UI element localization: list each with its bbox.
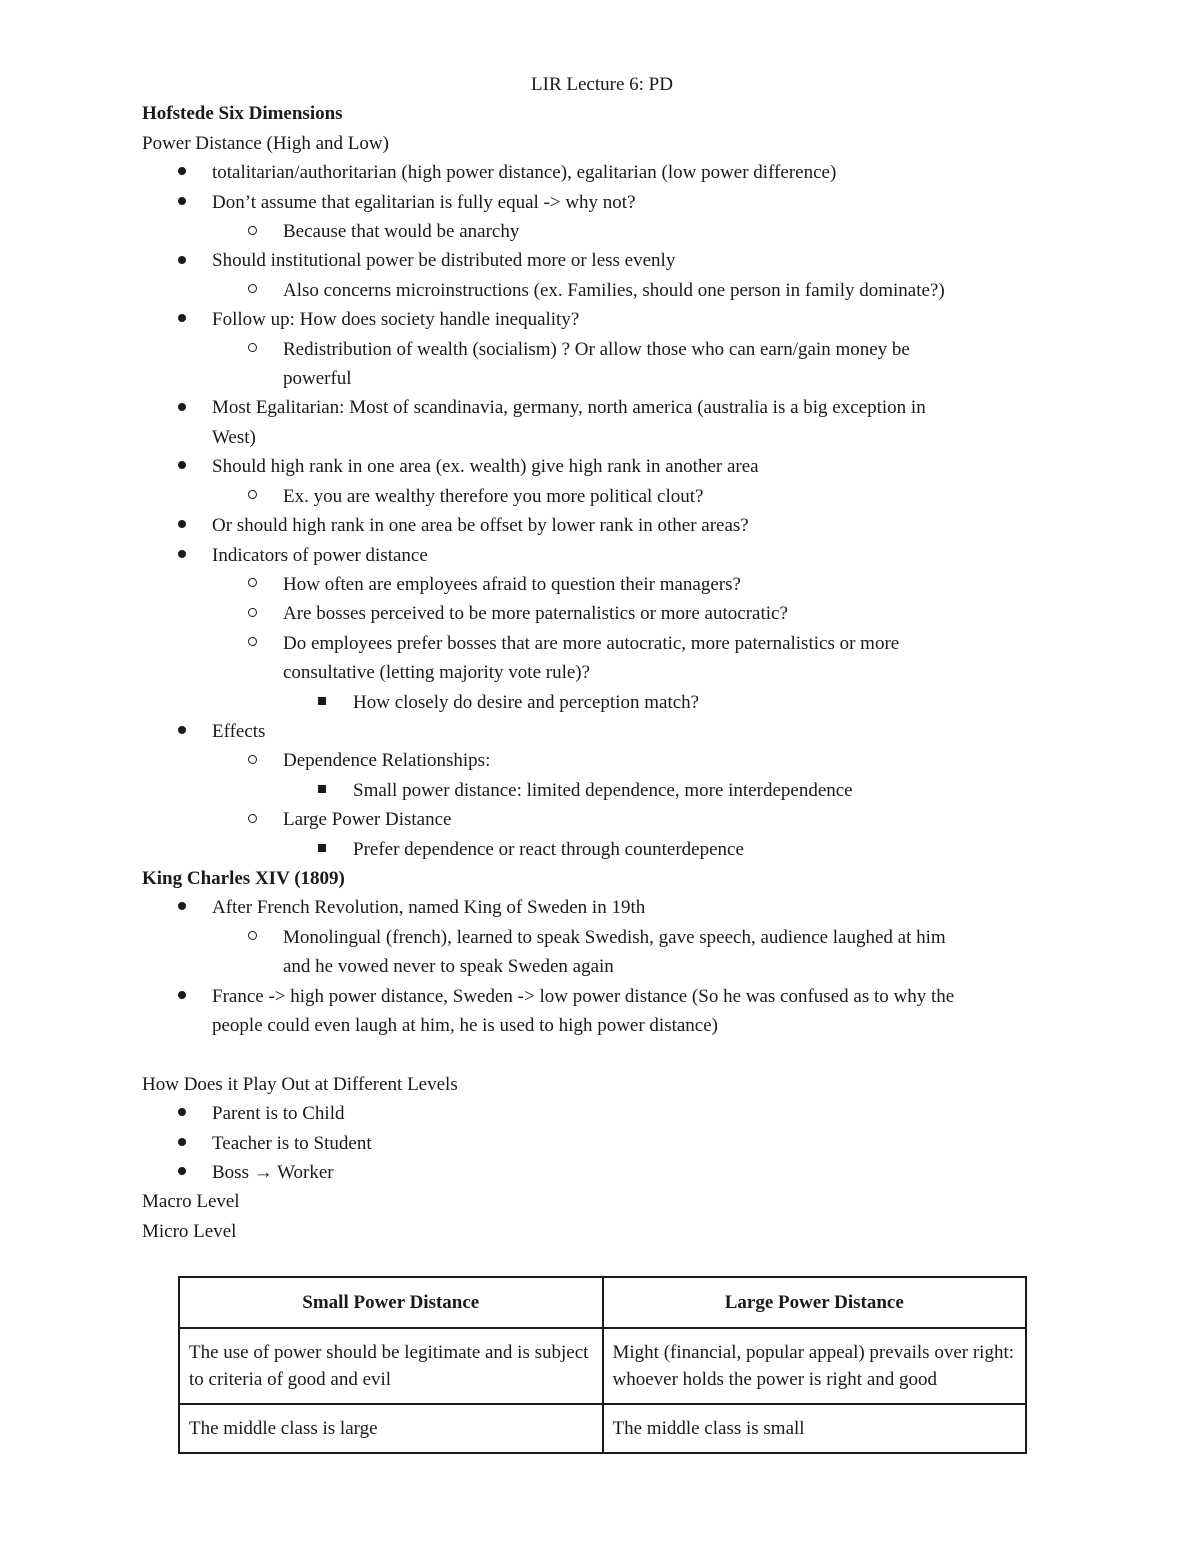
table-cell: The middle class is large <box>179 1404 603 1453</box>
king-charles-list <box>142 893 1062 1040</box>
table-header-large-pd: Large Power Distance <box>603 1277 1027 1328</box>
table-header-small-pd: Small Power Distance <box>179 1277 603 1328</box>
list-item: Monolingual (french), learned to speak Swedish, gave speech, audience laughed at him <box>142 923 1062 952</box>
filled-dot-bullet-icon <box>178 1099 186 1128</box>
section-heading-king-charles: King Charles XIV (1809) <box>142 867 345 889</box>
list-item: Should high rank in one area (ex. wealth) give high rank in another area <box>142 452 1062 481</box>
table-row <box>179 1328 1026 1404</box>
filled-dot-bullet-icon <box>178 511 186 540</box>
list-item: Prefer dependence or react through counterdepence <box>142 835 1062 864</box>
filled-dot-bullet-icon <box>178 393 186 422</box>
list-item-continuation: and he vowed never to speak Sweden again <box>283 956 614 978</box>
filled-dot-bullet-icon <box>178 1129 186 1158</box>
hofstede-list <box>142 158 1062 864</box>
filled-dot-bullet-icon <box>178 246 186 275</box>
list-item: Ex. you are wealthy therefore you more political clout? <box>142 482 1062 511</box>
hollow-circle-bullet-icon <box>248 629 257 658</box>
list-item: Most Egalitarian: Most of scandinavia, germany, north america (australia is a big exception in <box>142 393 1062 422</box>
table-cell: The use of power should be legitimate and is subject to criteria of good and evil <box>179 1328 603 1404</box>
list-item: Small power distance: limited dependence, more interdependence <box>142 776 1062 805</box>
hollow-circle-bullet-icon <box>248 217 257 246</box>
list-item: Also concerns microinstructions (ex. Families, should one person in family dominate?) <box>142 276 1062 305</box>
hollow-circle-bullet-icon <box>248 335 257 364</box>
square-bullet-icon <box>318 835 326 864</box>
filled-dot-bullet-icon <box>178 188 186 217</box>
list-item-continuation: people could even laugh at him, he is used to high power distance) <box>212 1015 719 1036</box>
list-item-continuation: West) <box>212 426 256 448</box>
square-bullet-icon <box>318 776 326 805</box>
hollow-circle-bullet-icon <box>248 599 257 628</box>
list-item: Teacher is to Student <box>142 1129 1062 1158</box>
hollow-circle-bullet-icon <box>248 805 257 834</box>
list-item: Because that would be anarchy <box>142 217 1062 246</box>
list-item: How often are employees afraid to question their managers? <box>142 570 1062 599</box>
filled-dot-bullet-icon <box>178 1158 186 1187</box>
hollow-circle-bullet-icon <box>248 276 257 305</box>
list-item: Follow up: How does society handle inequality? <box>142 305 1062 334</box>
list-item: Don’t assume that egalitarian is fully equal -> why not? <box>142 188 1062 217</box>
power-distance-table <box>178 1276 1027 1454</box>
list-item-continuation: consultative (letting majority vote rule)? <box>283 662 591 684</box>
list-item: Do employees prefer bosses that are more autocratic, more paternalistics or more <box>142 629 1062 658</box>
hollow-circle-bullet-icon <box>248 570 257 599</box>
list-item-continuation: powerful <box>283 368 352 390</box>
macro-level-text: Macro Level <box>142 1191 240 1213</box>
list-item: Boss → Worker <box>142 1158 1062 1187</box>
square-bullet-icon <box>318 688 326 717</box>
list-item: Dependence Relationships: <box>142 746 1062 775</box>
list-item: Are bosses perceived to be more paternalistics or more autocratic? <box>142 599 1062 628</box>
filled-dot-bullet-icon <box>178 982 186 1011</box>
list-item: Redistribution of wealth (socialism) ? Or allow those who can earn/gain money be <box>142 335 1062 364</box>
list-item: Large Power Distance <box>142 805 1062 834</box>
filled-dot-bullet-icon <box>178 452 186 481</box>
page-title: LIR Lecture 6: PD <box>531 74 673 95</box>
micro-level-text: Micro Level <box>142 1220 237 1242</box>
table-cell: Might (financial, popular appeal) prevails over right: whoever holds the power is right and good <box>603 1328 1027 1404</box>
hollow-circle-bullet-icon <box>248 923 257 952</box>
list-item: Or should high rank in one area be offset by lower rank in other areas? <box>142 511 1062 540</box>
list-item: Effects <box>142 717 1062 746</box>
levels-list <box>142 1099 1062 1187</box>
section-heading-hofstede: Hofstede Six Dimensions <box>142 103 343 125</box>
table-header-row <box>179 1277 1026 1328</box>
filled-dot-bullet-icon <box>178 893 186 922</box>
list-item: France -> high power distance, Sweden -> low power distance (So he was confused as to why the <box>142 982 1062 1011</box>
list-item: Should institutional power be distributed more or less evenly <box>142 246 1062 275</box>
list-item: totalitarian/authoritarian (high power distance), egalitarian (low power difference) <box>142 158 1062 187</box>
list-item: After French Revolution, named King of Sweden in 19th <box>142 893 1062 922</box>
hollow-circle-bullet-icon <box>248 482 257 511</box>
list-item: Parent is to Child <box>142 1099 1062 1128</box>
filled-dot-bullet-icon <box>178 541 186 570</box>
table-cell: The middle class is small <box>603 1404 1027 1453</box>
filled-dot-bullet-icon <box>178 158 186 187</box>
table-row <box>179 1404 1026 1453</box>
filled-dot-bullet-icon <box>178 717 186 746</box>
document-page <box>142 70 1062 1246</box>
section-heading-levels: How Does it Play Out at Different Levels <box>142 1073 458 1095</box>
section-subheading-power-distance: Power Distance (High and Low) <box>142 132 389 154</box>
hollow-circle-bullet-icon <box>248 746 257 775</box>
list-item: How closely do desire and perception match? <box>142 688 1062 717</box>
blank-line <box>142 1040 1062 1069</box>
list-item: Indicators of power distance <box>142 541 1062 570</box>
filled-dot-bullet-icon <box>178 305 186 334</box>
